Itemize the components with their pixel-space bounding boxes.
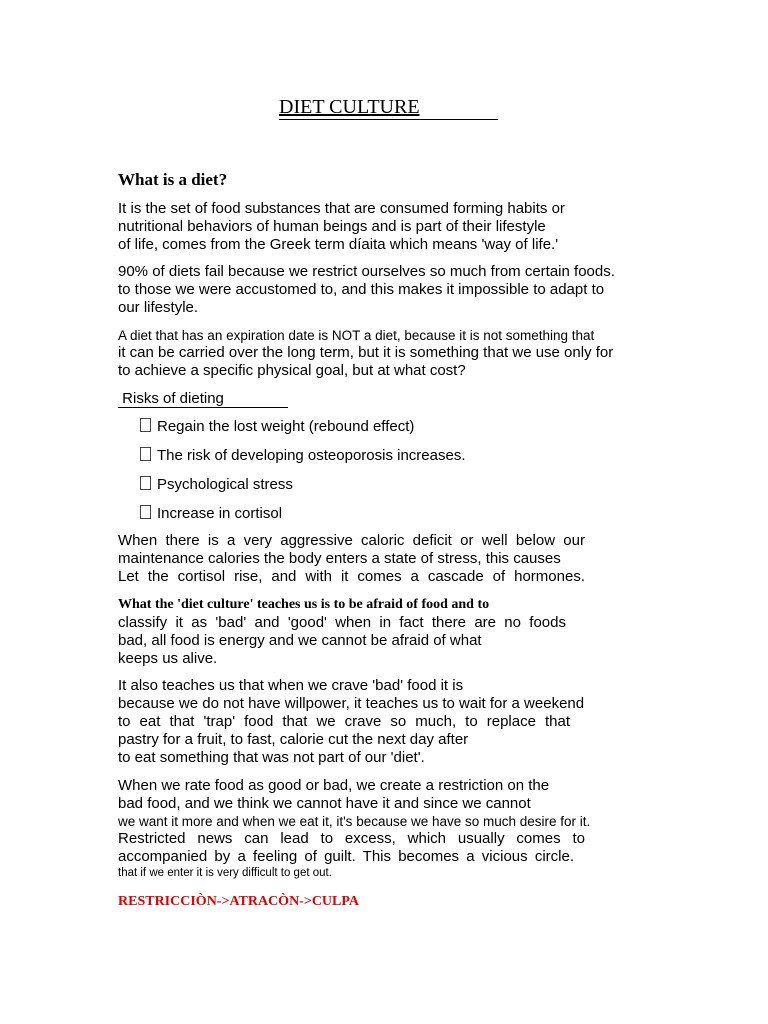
paragraph-diets-fail: [118, 263, 658, 317]
text-line: It also teaches us that when we crave 'bad' food it is: [118, 677, 464, 694]
text-line: Restricted news can lead to excess, which usually comes to: [118, 830, 585, 847]
closing-cycle-text: RESTRICCIÒN->ATRACÒN->CULPA: [118, 894, 360, 909]
text-line: bad food, and we think we cannot have it and since we cannot: [118, 795, 531, 812]
text-line: When there is a very aggressive caloric deficit or well below our: [118, 532, 585, 549]
text-line: bad, all food is energy and we cannot be afraid of what: [118, 632, 482, 649]
text-line: 90% of diets fail because we restrict ourselves so much from certain foods.: [118, 263, 615, 280]
text-line: What the 'diet culture' teaches us is to be afraid of food and to: [118, 597, 490, 612]
text-line: of life, comes from the Greek term díaita which means 'way of life.': [118, 236, 559, 253]
risk-item: Psychological stress: [140, 476, 293, 494]
bullet-box-icon: [140, 418, 151, 432]
text-line: we want it more and when we eat it, it's because we have so much desire for it.: [118, 814, 591, 829]
text-line: because we do not have willpower, it teaches us to wait for a weekend: [118, 695, 585, 712]
text-line: that if we enter it is very difficult to get out.: [118, 867, 332, 879]
risk-item: Regain the lost weight (rebound effect): [140, 418, 414, 436]
paragraph-definition: [118, 200, 658, 254]
paragraph-diet-culture: [118, 596, 658, 668]
paragraph-restriction: [118, 777, 658, 880]
bullet-box-icon: [140, 447, 151, 461]
text-line: accompanied by a feeling of guilt. This becomes a vicious circle.: [118, 848, 574, 865]
bullet-box-icon: [140, 505, 151, 519]
paragraph-willpower: [118, 677, 658, 767]
page-title: DIET CULTURE: [279, 95, 498, 120]
risk-item: The risk of developing osteoporosis increases.: [140, 447, 466, 465]
text-line: It is the set of food substances that are consumed forming habits or: [118, 200, 565, 217]
text-line: pastry for a fruit, to fast, calorie cut the next day after: [118, 731, 469, 748]
text-line: A diet that has an expiration date is NOT a diet, because it is not something that: [118, 328, 595, 343]
paragraph-expiration: [118, 327, 658, 380]
text-line: classify it as 'bad' and 'good' when in fact there are no foods: [118, 614, 566, 631]
text-line: to those we were accustomed to, and this makes it impossible to adapt to: [118, 281, 605, 298]
paragraph-cortisol: [118, 532, 658, 586]
text-line: keeps us alive.: [118, 650, 218, 667]
text-line: maintenance calories the body enters a state of stress, this causes: [118, 550, 561, 567]
text-line: When we rate food as good or bad, we create a restriction on the: [118, 777, 550, 794]
text-line: to eat something that was not part of our 'diet'.: [118, 749, 425, 766]
text-line: to achieve a specific physical goal, but at what cost?: [118, 362, 466, 379]
text-line: Let the cortisol rise, and with it comes a cascade of hormones.: [118, 568, 585, 585]
section-heading: What is a diet?: [118, 170, 228, 189]
text-line: nutritional behaviors of human beings and is part of their lifestyle: [118, 218, 546, 235]
text-line: our lifestyle.: [118, 299, 199, 316]
text-line: it can be carried over the long term, but it is something that we use only for: [118, 344, 614, 361]
risk-item: Increase in cortisol: [140, 505, 282, 523]
text-line: to eat that 'trap' food that we crave so much, to replace that: [118, 713, 570, 730]
bullet-box-icon: [140, 476, 151, 490]
risks-heading: Risks of dieting: [118, 390, 288, 408]
